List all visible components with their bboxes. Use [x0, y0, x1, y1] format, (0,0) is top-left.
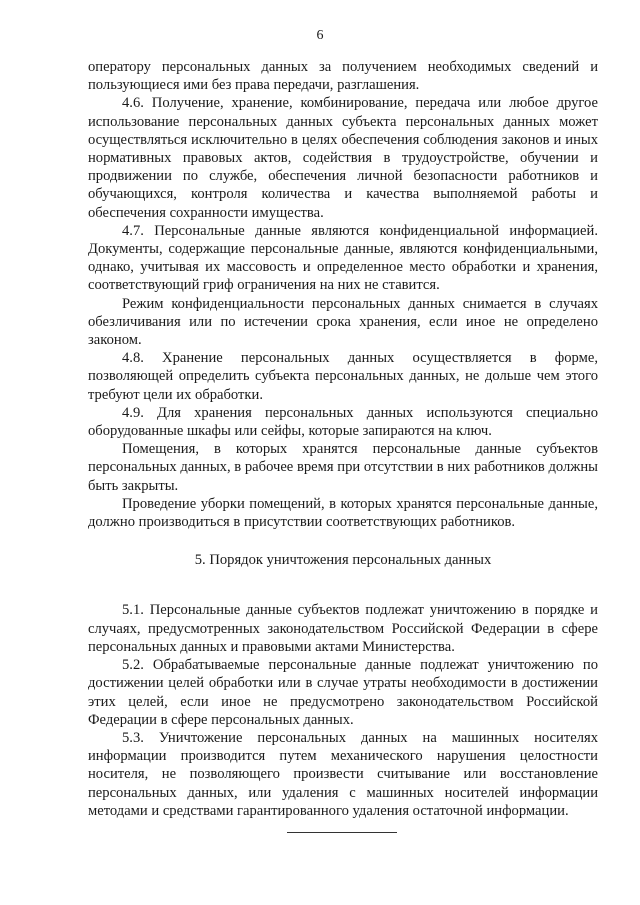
document-body	[88, 58, 598, 820]
paragraph-5-1: 5.1. Персональные данные субъектов подлежат уничтожению в порядке и случаях, предусмотренных законодательством Российской Федерации в сфере персональных данных и правовыми актами Министерства.	[88, 602, 598, 655]
paragraph-confidentiality-regime: Режим конфиденциальности персональных данных снимается в случаях обезличивания или по истечении срока хранения, если иное не определено законом.	[88, 295, 598, 349]
page-number: 6	[316, 28, 324, 43]
paragraph-continuation: оператору персональных данных за получением необходимых сведений и пользующиеся ими без права передачи, разглашения.	[88, 59, 598, 94]
paragraph-4-8: 4.8. Хранение персональных данных осуществляется в форме, позволяющей определить субъекта персональных данных, не дольше чем этого требуют цели их обработки.	[88, 350, 598, 403]
section-heading: 5. Порядок уничтожения персональных данных	[194, 552, 492, 569]
paragraph-cleaning: Проведение уборки помещений, в которых хранятся персональные данные, должно производиться в присутствии соответствующих работников.	[88, 495, 598, 531]
paragraph-5-2: 5.2. Обрабатываемые персональные данные подлежат уничтожению по достижении целей обработки или в случае утраты необходимости в достижении этих целей, если иное не предусмотрено законодательством Российской Федерации в сфере персональных данных.	[88, 657, 598, 728]
paragraph-4-9: 4.9. Для хранения персональных данных используются специально оборудованные шкафы или сейфы, которые запираются на ключ.	[88, 404, 598, 440]
paragraph-4-7: 4.7. Персональные данные являются конфиденциальной информацией. Документы, содержащие персональные данные, являются конфиденциальными, однако, учитывая их массовость и определенное место обработки и хранения, соответствующий гриф ограничения на них не ставится.	[88, 222, 598, 294]
paragraph-premises: Помещения, в которых хранятся персональные данные субъектов персональных данных, в рабочее время при отсутствии в них работников должны быть закрыты.	[88, 441, 598, 494]
paragraph-4-6: 4.6. Получение, хранение, комбинирование, передача или любое другое использование персональных данных субъекта персональных данных может осуществляться исключительно в целях обеспечения соблюдения законов и иных нормативных правовых актов, содействия в трудоустройстве, обучении и продвижении по службе, обеспечения личной безопасности работников и обучающихся, контроля количества и качества выполняемой работы и обеспечения сохранности имущества.	[88, 95, 598, 221]
end-rule	[287, 832, 397, 833]
paragraph-5-3: 5.3. Уничтожение персональных данных на машинных носителях информации производится путем механического нарушения целостности носителя, не позволяющего произвести считывание или восстановление персональных данных, или удаления с машинных носителей информации методами и средствами гарантированного удаления остаточной информации.	[88, 729, 598, 819]
